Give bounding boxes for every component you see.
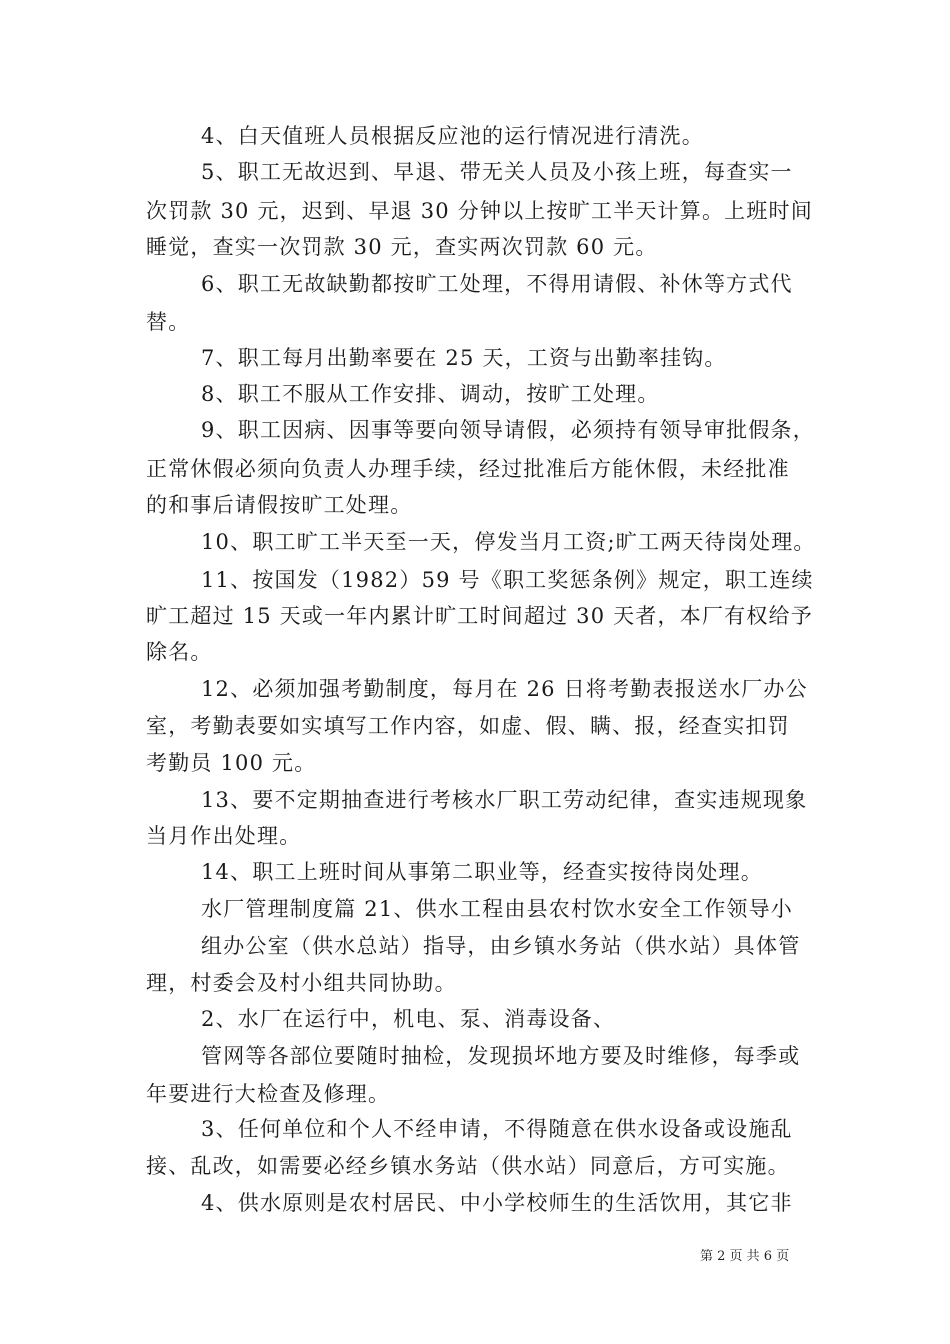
- paragraph-line: 4、白天值班人员根据反应池的运行情况进行清洗。: [201, 124, 704, 148]
- paragraph-line: 睡觉，查实一次罚款 30 元，查实两次罚款 60 元。: [146, 235, 658, 259]
- paragraph-line: 12、必须加强考勤制度，每月在 26 日将考勤表报送水厂办公: [201, 677, 808, 701]
- paragraph-line: 13、要不定期抽查进行考核水厂职工劳动纪律，查实违规现象: [201, 788, 808, 812]
- paragraph-line: 接、乱改，如需要必经乡镇水务站（供水站）同意后，方可实施。: [146, 1154, 790, 1178]
- paragraph-line: 当月作出处理。: [146, 824, 302, 848]
- paragraph-line: 室，考勤表要如实填写工作内容，如虚、假、瞒、报，经查实扣罚: [146, 714, 790, 738]
- paragraph-line: 理，村委会及村小组共同协助。: [146, 971, 457, 995]
- paragraph-line: 管网等各部位要随时抽检，发现损坏地方要及时维修，每季或: [201, 1044, 801, 1068]
- paragraph-line: 替。: [146, 310, 191, 334]
- paragraph-line: 的和事后请假按旷工处理。: [146, 493, 413, 517]
- paragraph-line: 旷工超过 15 天或一年内累计旷工时间超过 30 天者，本厂有权给予: [146, 604, 813, 628]
- paragraph-line: 8、职工不服从工作安排、调动，按旷工处理。: [201, 382, 660, 406]
- paragraph-line: 水厂管理制度篇 21、供水工程由县农村饮水安全工作领导小: [201, 897, 793, 921]
- paragraph-line: 4、供水原则是农村居民、中小学校师生的生活饮用，其它非: [201, 1191, 793, 1215]
- paragraph-line: 14、职工上班时间从事第二职业等，经查实按待岗处理。: [201, 860, 763, 884]
- paragraph-line: 除名。: [146, 640, 213, 664]
- paragraph-line: 考勤员 100 元。: [146, 751, 317, 775]
- paragraph-line: 年要进行大检查及修理。: [146, 1082, 391, 1106]
- page-number: 第 2 页 共 6 页: [700, 1249, 790, 1264]
- paragraph-line: 10、职工旷工半天至一天，停发当月工资;旷工两天待岗处理。: [201, 530, 816, 554]
- paragraph-line: 2、水厂在运行中，机电、泵、消毒设备、: [201, 1007, 616, 1031]
- paragraph-line: 11、按国发（1982）59 号《职工奖惩条例》规定，职工连续: [201, 568, 814, 592]
- paragraph-line: 次罚款 30 元，迟到、早退 30 分钟以上按旷工半天计算。上班时间: [146, 199, 813, 223]
- paragraph-line: 3、任何单位和个人不经申请，不得随意在供水设备或设施乱: [201, 1117, 793, 1141]
- paragraph-line: 5、职工无故迟到、早退、带无关人员及小孩上班，每查实一: [201, 160, 793, 184]
- paragraph-line: 7、职工每月出勤率要在 25 天，工资与出勤率挂钩。: [201, 346, 727, 370]
- paragraph-line: 6、职工无故缺勤都按旷工处理，不得用请假、补休等方式代: [201, 272, 793, 296]
- paragraph-line: 正常休假必须向负责人办理手续，经过批准后方能休假，未经批准: [146, 457, 790, 481]
- paragraph-line: 9、职工因病、因事等要向领导请假，必须持有领导审批假条，: [201, 418, 815, 442]
- paragraph-line: 组办公室（供水总站）指导，由乡镇水务站（供水站）具体管: [201, 934, 801, 958]
